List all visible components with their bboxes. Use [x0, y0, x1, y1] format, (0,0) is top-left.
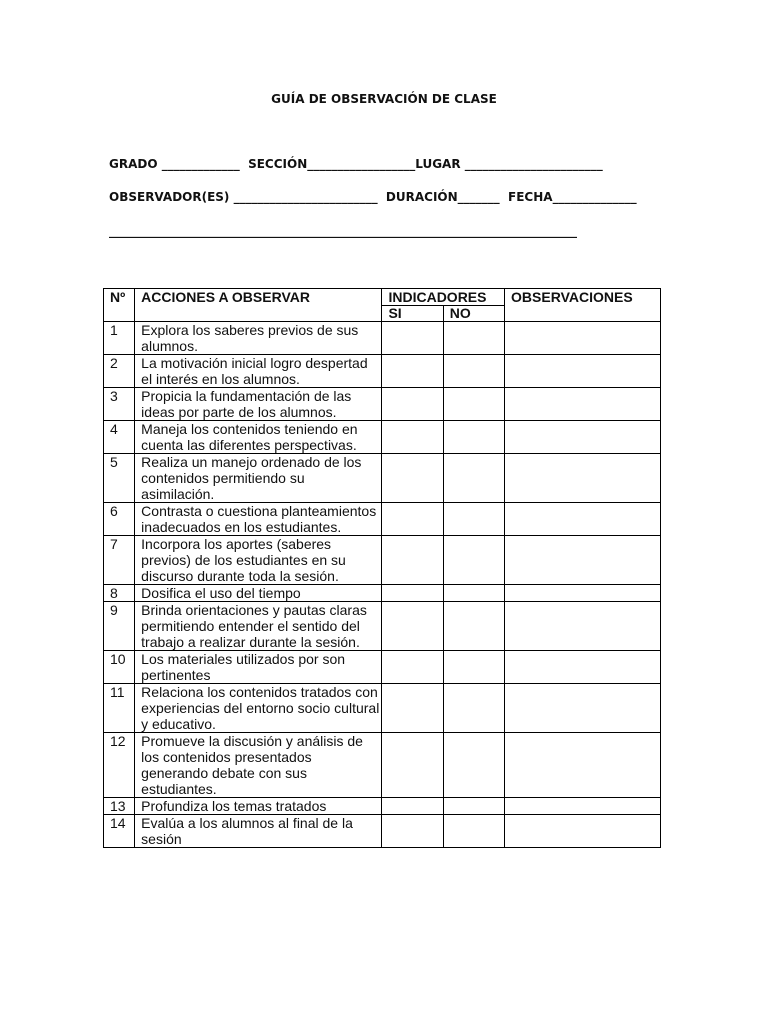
row-action: Promueve la discusión y análisis de los contenidos presentados generando debate con sus estudiantes. — [135, 733, 382, 798]
si-cell[interactable] — [382, 388, 443, 421]
row-action: Contrasta o cuestiona planteamientos inadecuados en los estudiantes. — [135, 503, 382, 536]
header-num: Nº — [104, 289, 135, 322]
observation-table — [103, 288, 661, 848]
si-cell[interactable] — [382, 355, 443, 388]
table-row — [104, 536, 661, 585]
table-row — [104, 355, 661, 388]
row-num: 8 — [104, 585, 135, 602]
row-num: 2 — [104, 355, 135, 388]
observations-cell[interactable] — [505, 815, 661, 848]
no-cell[interactable] — [443, 503, 504, 536]
si-cell[interactable] — [382, 585, 443, 602]
si-cell[interactable] — [382, 733, 443, 798]
observations-cell[interactable] — [505, 322, 661, 355]
no-cell[interactable] — [443, 355, 504, 388]
observations-cell[interactable] — [505, 585, 661, 602]
row-action: Explora los saberes previos de sus alumnos. — [135, 322, 382, 355]
no-cell[interactable] — [443, 733, 504, 798]
no-cell[interactable] — [443, 388, 504, 421]
table-row — [104, 733, 661, 798]
row-num: 14 — [104, 815, 135, 848]
table-row — [104, 388, 661, 421]
observador-duracion-fecha-line: OBSERVADOR(ES) ________________________ DURACIÓN_______ FECHA______________ — [109, 190, 637, 204]
si-cell[interactable] — [382, 454, 443, 503]
no-cell[interactable] — [443, 684, 504, 733]
header-observations: OBSERVACIONES — [505, 289, 661, 322]
observations-cell[interactable] — [505, 421, 661, 454]
observations-cell[interactable] — [505, 355, 661, 388]
row-action: Dosifica el uso del tiempo — [135, 585, 382, 602]
observations-cell[interactable] — [505, 798, 661, 815]
observations-cell[interactable] — [505, 503, 661, 536]
row-num: 3 — [104, 388, 135, 421]
si-cell[interactable] — [382, 651, 443, 684]
row-num: 11 — [104, 684, 135, 733]
row-action: Propicia la fundamentación de las ideas por parte de los alumnos. — [135, 388, 382, 421]
si-cell[interactable] — [382, 421, 443, 454]
si-cell[interactable] — [382, 536, 443, 585]
no-cell[interactable] — [443, 815, 504, 848]
table-row — [104, 421, 661, 454]
table-row — [104, 454, 661, 503]
si-cell[interactable] — [382, 684, 443, 733]
si-cell[interactable] — [382, 815, 443, 848]
no-cell[interactable] — [443, 322, 504, 355]
table-row — [104, 585, 661, 602]
row-num: 13 — [104, 798, 135, 815]
observations-cell[interactable] — [505, 733, 661, 798]
row-action: Evalúa a los alumnos al final de la sesión — [135, 815, 382, 848]
row-action: La motivación inicial logro despertad el interés en los alumnos. — [135, 355, 382, 388]
row-num: 7 — [104, 536, 135, 585]
observations-cell[interactable] — [505, 602, 661, 651]
no-cell[interactable] — [443, 536, 504, 585]
row-num: 9 — [104, 602, 135, 651]
si-cell[interactable] — [382, 322, 443, 355]
blank-line: ______________________________________________________________________________ — [109, 224, 577, 238]
no-cell[interactable] — [443, 585, 504, 602]
observations-cell[interactable] — [505, 454, 661, 503]
si-cell[interactable] — [382, 602, 443, 651]
no-cell[interactable] — [443, 651, 504, 684]
row-num: 12 — [104, 733, 135, 798]
row-num: 6 — [104, 503, 135, 536]
table-row — [104, 503, 661, 536]
row-action: Profundiza los temas tratados — [135, 798, 382, 815]
row-action: Maneja los contenidos teniendo en cuenta las diferentes perspectivas. — [135, 421, 382, 454]
table-row — [104, 684, 661, 733]
row-action: Los materiales utilizados por son pertinentes — [135, 651, 382, 684]
row-action: Relaciona los contenidos tratados con experiencias del entorno socio cultural y educativo. — [135, 684, 382, 733]
grado-seccion-lugar-line: GRADO _____________ SECCIÓN__________________LUGAR _______________________ — [109, 157, 603, 171]
table-row — [104, 602, 661, 651]
row-num: 1 — [104, 322, 135, 355]
no-cell[interactable] — [443, 602, 504, 651]
observations-cell[interactable] — [505, 684, 661, 733]
si-cell[interactable] — [382, 798, 443, 815]
row-action: Incorpora los aportes (saberes previos) de los estudiantes en su discurso durante toda la sesión. — [135, 536, 382, 585]
row-action: Brinda orientaciones y pautas claras permitiendo entender el sentido del trabajo a realizar durante la sesión. — [135, 602, 382, 651]
si-cell[interactable] — [382, 503, 443, 536]
no-cell[interactable] — [443, 798, 504, 815]
header-actions: ACCIONES A OBSERVAR — [135, 289, 382, 322]
header-si: SI — [382, 306, 443, 322]
observations-cell[interactable] — [505, 536, 661, 585]
document-title: GUÍA DE OBSERVACIÓN DE CLASE — [271, 92, 497, 106]
row-num: 4 — [104, 421, 135, 454]
no-cell[interactable] — [443, 421, 504, 454]
table-row — [104, 651, 661, 684]
table-row — [104, 322, 661, 355]
header-indicators: INDICADORES — [382, 289, 505, 306]
table-row — [104, 798, 661, 815]
table-row — [104, 815, 661, 848]
row-action: Realiza un manejo ordenado de los contenidos permitiendo su asimilación. — [135, 454, 382, 503]
observations-cell[interactable] — [505, 651, 661, 684]
observations-cell[interactable] — [505, 388, 661, 421]
row-num: 5 — [104, 454, 135, 503]
header-no: NO — [443, 306, 504, 322]
row-num: 10 — [104, 651, 135, 684]
no-cell[interactable] — [443, 454, 504, 503]
